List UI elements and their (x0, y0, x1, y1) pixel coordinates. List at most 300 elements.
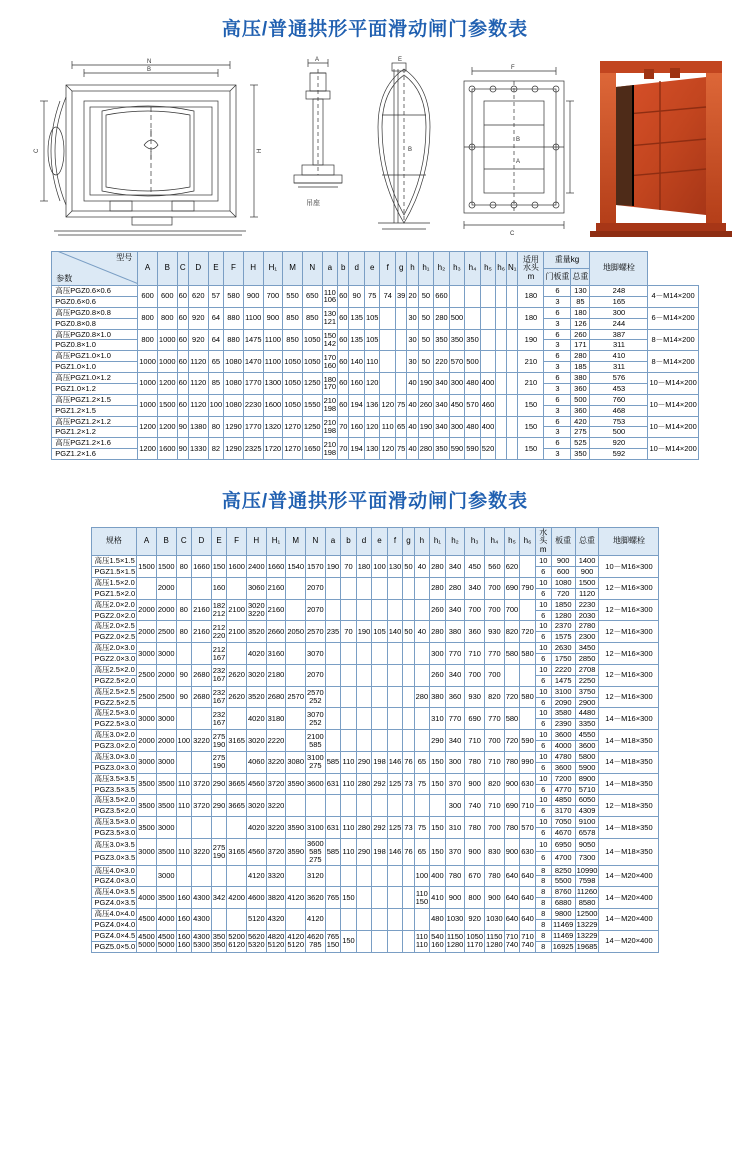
data-cell: 60 (177, 373, 188, 395)
data-cell (380, 373, 396, 395)
data-cell: 182 212 (211, 599, 227, 621)
plate-weight: 420 (571, 416, 590, 427)
data-cell (403, 643, 414, 665)
total-weight: 248 (590, 286, 648, 297)
data-cell: 710 740 (504, 930, 520, 952)
data-cell (341, 643, 357, 665)
data-cell: 194 (349, 394, 365, 416)
data-cell (387, 909, 403, 931)
table-row (91, 556, 659, 567)
model-name: 高压PGZ0.8×0.8 (52, 307, 138, 318)
data-cell: 160 (176, 909, 192, 931)
data-cell (480, 307, 496, 329)
head-cell: 210 (518, 373, 544, 395)
data-cell: 630 (520, 838, 536, 865)
data-cell: 275 190 (211, 730, 227, 752)
data-cell: 3520 (246, 686, 266, 708)
th-h5: h₅ (480, 252, 496, 286)
data-cell (380, 329, 396, 351)
data-cell: 700 (263, 286, 283, 308)
data-cell: 170 160 (322, 351, 338, 373)
data-cell: 146 (387, 751, 403, 773)
data-cell: 3500 (156, 773, 176, 795)
data-cell: 60 (177, 286, 188, 308)
model-name: 高压3.0×3.5 (91, 838, 137, 851)
data-cell: 2660 (266, 621, 286, 643)
model-name: 高压2.5×2.0 (91, 664, 137, 675)
data-cell: 60 (177, 351, 188, 373)
th-bolt: 地脚螺栓 (590, 252, 648, 286)
data-cell (356, 599, 372, 621)
data-cell: 800 (138, 307, 158, 329)
data-cell: 640 (520, 865, 536, 887)
data-cell: 110 (176, 795, 192, 817)
data-cell: 4120 5120 (286, 930, 306, 952)
data-cell (520, 599, 536, 621)
th-A: A (138, 252, 158, 286)
head-value: 6 (544, 286, 571, 297)
data-cell: 631 (325, 773, 341, 795)
plate-weight: 85 (571, 296, 590, 307)
data-cell: 4000 (156, 909, 176, 931)
data-cell: 300 (449, 416, 465, 438)
data-cell: 640 (504, 909, 520, 931)
data-cell (372, 577, 388, 599)
data-cell: 370 (445, 838, 465, 865)
total-weight: 2708 (575, 664, 599, 675)
data-cell: 4620 785 (306, 930, 326, 952)
data-cell: 700 (504, 599, 520, 621)
data-cell: 880 (224, 329, 244, 351)
data-cell: 3165 (227, 838, 247, 865)
plate-weight: 130 (571, 286, 590, 297)
data-cell (137, 577, 157, 599)
th2-A: A (137, 528, 157, 556)
data-cell: 1200 (138, 416, 158, 438)
data-cell: 20 (407, 286, 418, 308)
table-row (52, 286, 699, 297)
data-cell: 4200 (227, 887, 247, 909)
plate-weight: 4000 (551, 741, 575, 752)
data-cell: 40 (407, 394, 418, 416)
data-cell: 73 (403, 773, 414, 795)
data-cell: 3665 (227, 795, 247, 817)
data-cell (506, 351, 517, 373)
data-cell: 232 167 (211, 686, 227, 708)
total-weight: 2850 (575, 654, 599, 665)
data-cell: 60 (338, 373, 349, 395)
data-cell: 700 (485, 664, 505, 686)
data-cell: 3220 (192, 838, 212, 865)
data-cell: 2160 (192, 621, 212, 643)
th-b: b (338, 252, 349, 286)
plate-weight: 6950 (551, 838, 575, 851)
data-cell (414, 730, 430, 752)
plate-weight: 2630 (551, 643, 575, 654)
data-cell: 3500 (156, 887, 176, 909)
head-value: 3 (544, 449, 571, 460)
total-weight: 760 (590, 394, 648, 405)
data-cell: 3590 (286, 838, 306, 865)
data-cell (286, 643, 306, 665)
data-cell: 2160 (266, 577, 286, 599)
plate-weight: 171 (571, 340, 590, 351)
data-cell: 2160 (266, 599, 286, 621)
total-weight: 387 (590, 329, 648, 340)
data-cell: 110 (380, 416, 396, 438)
data-cell (396, 351, 407, 373)
data-cell: 710 (520, 795, 536, 817)
data-cell: 360 (445, 686, 465, 708)
data-cell: 3720 (192, 795, 212, 817)
head-value: 8 (535, 919, 551, 930)
data-cell: 198 (372, 751, 388, 773)
head-value: 6 (544, 329, 571, 340)
data-cell: 3620 (306, 887, 326, 909)
total-weight: 8580 (575, 898, 599, 909)
head-value: 6 (535, 697, 551, 708)
svg-text:H: H (257, 148, 263, 153)
data-cell (372, 887, 388, 909)
data-cell: 125 (387, 817, 403, 839)
data-cell: 100 (208, 394, 224, 416)
model-name: PGZ3.5×2.0 (91, 806, 137, 817)
table-row (91, 643, 659, 654)
data-cell: 590 (465, 438, 481, 460)
data-cell: 1290 (224, 438, 244, 460)
data-cell (496, 394, 507, 416)
data-cell (192, 751, 212, 773)
data-cell: 292 (372, 773, 388, 795)
th2-h6: h₆ (520, 528, 536, 556)
head-value: 8 (535, 941, 551, 952)
data-cell: 5200 6120 (227, 930, 247, 952)
data-cell: 110 106 (322, 286, 338, 308)
data-cell (211, 817, 227, 839)
plate-weight: 1575 (551, 632, 575, 643)
data-cell: 2230 (243, 394, 263, 416)
data-cell: 2160 (192, 599, 212, 621)
data-cell: 790 (520, 577, 536, 599)
plate-weight: 260 (571, 329, 590, 340)
total-weight: 10990 (576, 865, 598, 875)
model-name: PGZ2.5×3.0 (91, 719, 137, 730)
data-cell (403, 708, 414, 730)
bolt-spec: 12－M18×350 (599, 795, 659, 817)
data-cell: 3100 275 (306, 751, 326, 773)
data-cell: 180 170 (322, 373, 338, 395)
data-cell (227, 643, 247, 665)
bolt-spec: 14－M20×400 (599, 887, 659, 909)
data-cell (227, 708, 247, 730)
data-cell: 540 160 (430, 930, 446, 952)
data-cell: 1650 (302, 438, 322, 460)
bolt-spec: 12－M16×300 (599, 599, 659, 621)
head-value: 10 (535, 643, 551, 654)
head-cell: 210 (518, 351, 544, 373)
th-C: C (177, 252, 188, 286)
data-cell (286, 577, 306, 599)
data-cell (356, 708, 372, 730)
total-weight: 576 (590, 373, 648, 384)
page-title-2: 高压/普通拱形平面滑动闸门参数表 (221, 491, 529, 512)
total-weight: 8900 (575, 773, 599, 784)
data-cell (465, 286, 481, 308)
data-cell: 580 (520, 686, 536, 708)
data-cell: 3720 (266, 838, 286, 865)
plate-weight: 2090 (551, 697, 575, 708)
bolt-spec: 14－M20×400 (599, 865, 659, 887)
data-cell: 70 (341, 621, 357, 643)
svg-text:C: C (510, 231, 515, 237)
plate-weight: 2370 (551, 621, 575, 632)
total-weight: 592 (590, 449, 648, 460)
data-cell: 3500 (137, 795, 157, 817)
data-cell: 710 (465, 643, 485, 665)
data-cell: 3820 (266, 887, 286, 909)
bolt-spec: 14－M20×400 (599, 909, 659, 931)
data-cell (387, 795, 403, 817)
data-cell: 120 (380, 394, 396, 416)
data-cell: 770 (445, 708, 465, 730)
data-cell: 350 (465, 329, 481, 351)
data-cell: 232 167 (211, 664, 227, 686)
table-row (52, 373, 699, 384)
svg-text:B: B (147, 67, 152, 73)
data-cell: 900 (504, 773, 520, 795)
bolt-spec: 8－M14×200 (648, 351, 698, 373)
svg-text:N: N (147, 59, 152, 65)
data-cell: 720 (504, 730, 520, 752)
head-value: 6 (544, 307, 571, 318)
data-cell: 300 (445, 795, 465, 817)
th2-h3: h₃ (465, 528, 485, 556)
data-cell (403, 730, 414, 752)
total-weight: 900 (575, 567, 599, 578)
data-cell: 3160 (266, 643, 286, 665)
total-weight: 468 (590, 405, 648, 416)
head-value: 6 (535, 567, 551, 578)
data-cell (403, 664, 414, 686)
total-weight: 2300 (575, 632, 599, 643)
plate-weight: 11469 (553, 930, 574, 940)
data-cell: 3120 (306, 865, 326, 887)
plate-weight: 720 (551, 588, 575, 599)
total-weight: 5800 (575, 751, 599, 762)
data-cell: 640 (504, 865, 520, 887)
table-row (91, 686, 659, 697)
data-cell: 640 (520, 909, 536, 931)
head-cell: 180 (518, 307, 544, 329)
data-cell: 65 (414, 751, 430, 773)
plate-weight: 7200 (551, 773, 575, 784)
data-cell: 2000 (137, 621, 157, 643)
data-cell: 50 (418, 307, 434, 329)
bolt-spec: 12－M16×300 (599, 643, 659, 665)
model-name: 高压4.0×3.0 (91, 865, 137, 876)
data-cell: 2000 (137, 599, 157, 621)
data-cell: 232 167 (211, 708, 227, 730)
data-cell: 150 (430, 817, 446, 839)
data-cell: 1380 (188, 416, 208, 438)
data-cell: 3590 (286, 773, 306, 795)
table-row (52, 438, 699, 449)
data-cell: 65 (396, 416, 407, 438)
data-cell: 280 (414, 686, 430, 708)
plate-weight: 4780 (551, 751, 575, 762)
data-cell: 900 (485, 887, 505, 909)
head-value: 6 (544, 438, 571, 449)
data-cell: 900 (465, 773, 485, 795)
data-cell: 1600 (227, 556, 247, 578)
th2-N: N (306, 528, 326, 556)
data-cell: 3020 (246, 795, 266, 817)
data-cell: 280 (430, 577, 446, 599)
th-a: a (322, 252, 338, 286)
th2-B: B (156, 528, 176, 556)
plate-weight: 8760 (551, 887, 575, 898)
th-e: e (364, 252, 380, 286)
head-value: 8 (535, 930, 551, 941)
data-cell (506, 438, 517, 460)
data-cell (286, 599, 306, 621)
total-weight: 11260 (576, 887, 598, 897)
total-weight: 3450 (575, 643, 599, 654)
table-row (52, 416, 699, 427)
data-cell: 110 (341, 751, 357, 773)
data-cell: 700 (485, 577, 505, 599)
data-cell: 690 (504, 795, 520, 817)
table1-corner-header (52, 252, 138, 286)
th-f: f (380, 252, 396, 286)
data-cell: 930 (485, 621, 505, 643)
plate-weight: 4670 (551, 828, 575, 839)
data-cell: 60 (338, 351, 349, 373)
data-cell: 630 (520, 773, 536, 795)
data-cell: 4600 (246, 887, 266, 909)
model-name: 高压PGZ0.8×1.0 (52, 329, 138, 340)
figure-hoist-seat-label: 吊座 (306, 200, 320, 207)
data-cell: 3220 (266, 751, 286, 773)
data-cell (403, 599, 414, 621)
data-cell: 4020 (246, 817, 266, 839)
data-cell: 292 (372, 817, 388, 839)
data-cell: 1050 (283, 373, 303, 395)
data-cell: 100 (176, 730, 192, 752)
data-cell: 800 (138, 329, 158, 351)
data-cell: 80 (176, 556, 192, 578)
data-cell (192, 643, 212, 665)
data-cell: 2620 (227, 664, 247, 686)
data-cell: 105 (364, 329, 380, 351)
total-weight: 2250 (575, 675, 599, 686)
data-cell: 260 (418, 394, 434, 416)
spec-table-2 (91, 527, 660, 953)
head-value: 10 (535, 795, 551, 806)
table-row (52, 307, 699, 318)
data-cell: 920 (188, 307, 208, 329)
data-cell (176, 817, 192, 839)
data-cell: 3000 (137, 708, 157, 730)
data-cell: 350 (434, 438, 450, 460)
data-cell: 110 150 (414, 887, 430, 909)
model-name: PGZ0.8×0.8 (52, 318, 138, 329)
model-name: 高压PGZ0.6×0.6 (52, 286, 138, 297)
data-cell: 5120 (246, 909, 266, 931)
data-cell: 2680 (192, 686, 212, 708)
data-cell: 1660 (192, 556, 212, 578)
svg-text:F: F (511, 65, 515, 71)
data-cell: 1000 (157, 351, 177, 373)
bolt-spec: 12－M16×300 (599, 686, 659, 708)
data-cell (372, 686, 388, 708)
data-cell: 260 (430, 599, 446, 621)
data-cell: 770 (485, 643, 505, 665)
data-cell: 275 190 (211, 751, 227, 773)
data-cell: 3000 (156, 708, 176, 730)
data-cell: 75 (414, 817, 430, 839)
model-name: PGZ1.5×2.0 (91, 588, 137, 599)
data-cell: 900 (465, 838, 485, 865)
model-name: 高压4.0×4.0 (91, 909, 137, 920)
data-cell: 820 (485, 686, 505, 708)
total-weight: 2900 (575, 697, 599, 708)
total-weight: 9050 (575, 838, 599, 851)
data-cell: 80 (208, 416, 224, 438)
data-cell: 765 150 (325, 930, 341, 952)
data-cell (387, 865, 403, 887)
data-cell (465, 307, 481, 329)
plate-weight: 275 (571, 427, 590, 438)
head-cell: 190 (518, 329, 544, 351)
model-name: 高压3.5×3.5 (91, 773, 137, 784)
data-cell: 500 (465, 351, 481, 373)
total-weight: 410 (590, 351, 648, 362)
data-cell: 4120 (246, 865, 266, 887)
data-cell: 90 (349, 286, 365, 308)
data-cell: 3000 (156, 643, 176, 665)
data-cell: 76 (403, 751, 414, 773)
data-cell: 60 (177, 329, 188, 351)
data-cell: 631 (325, 817, 341, 839)
data-cell: 2680 (192, 664, 212, 686)
data-cell: 280 (356, 773, 372, 795)
th2-total: 总重 (575, 528, 599, 556)
data-cell (176, 577, 192, 599)
data-cell (372, 599, 388, 621)
head-value: 8 (535, 887, 551, 898)
data-cell: 700 (485, 730, 505, 752)
data-cell: 290 (211, 773, 227, 795)
model-name: PGZ0.6×0.6 (52, 296, 138, 307)
data-cell: 700 (485, 599, 505, 621)
data-cell (211, 909, 227, 931)
data-cell: 740 (465, 795, 485, 817)
data-cell: 1050 (302, 351, 322, 373)
data-cell: 2070 (306, 577, 326, 599)
th2-E: E (211, 528, 227, 556)
data-cell: 4500 5000 (156, 930, 176, 952)
head-value: 6 (544, 416, 571, 427)
data-cell (496, 286, 507, 308)
data-cell: 370 (445, 773, 465, 795)
data-cell: 3720 (192, 773, 212, 795)
model-name: PGZ2.0×2.0 (91, 610, 137, 621)
model-name: 高压2.5×2.5 (91, 686, 137, 697)
data-cell: 125 (387, 773, 403, 795)
data-cell: 60 (338, 329, 349, 351)
data-cell: 3220 (192, 730, 212, 752)
